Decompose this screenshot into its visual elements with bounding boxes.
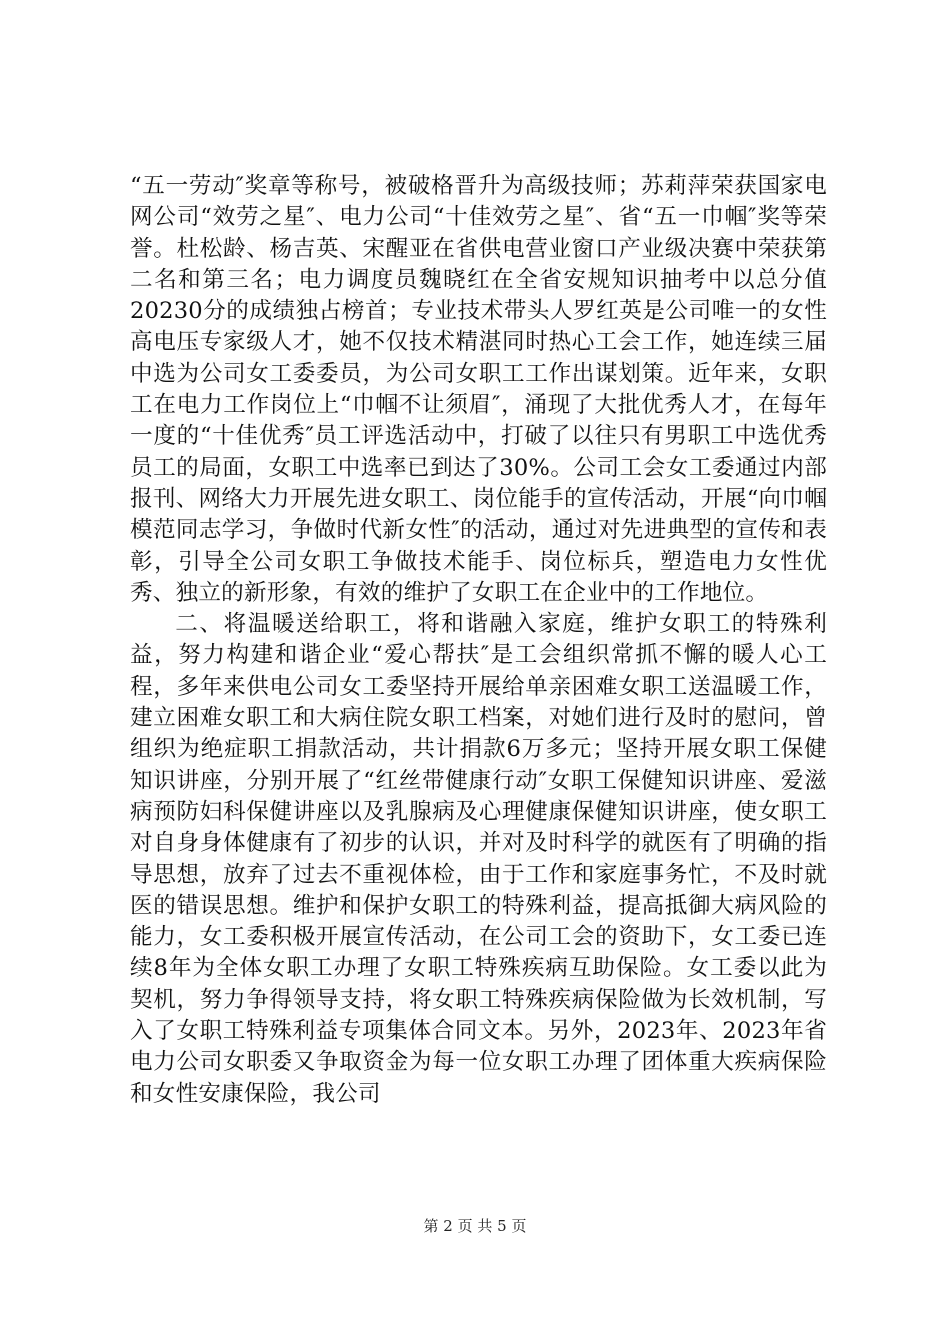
- page-footer: 第 2 页 共 5 页: [423, 1217, 527, 1235]
- body-text: [130, 171, 827, 1110]
- paragraph-section-two: 二、将温暖送给职工，将和谐融入家庭，维护女职工的特殊利益，努力构建和谐企业“爱心帮扶″是工会组织常抓不懈的暖人心工程，多年来供电公司女工委坚持开展给单亲困难女职工送温暖工作，建立困难女职工和大病住院女职工档案，对她们进行及时的慰问，曾组织为绝症职工捐款活动，共计捐款6万多元；坚持开展女职工保健知识讲座，分别开展了“红丝带健康行动″女职工保健知识讲座、爱滋病预防妇科保健讲座以及乳腺病及心理健康保健知识讲座，使女职工对自身身体健康有了初步的认识，并对及时科学的就医有了明确的指导思想，放弃了过去不重视体检，由于工作和家庭事务忙，不及时就医的错误思想。维护和保护女职工的特殊利益，提高抵御大病风险的能力，女工委积极开展宣传活动，在公司工会的资助下，女工委已连续8年为全体女职工办理了女职工特殊疾病互助保险。女工委以此为契机，努力争得领导支持，将女职工特殊疾病保险做为长效机制，写入了女职工特殊利益专项集体合同文本。另外，2023年、2023年省电力公司女职委又争取资金为每一位女职工办理了团体重大疾病保险和女性安康保险，我公司: [130, 611, 827, 1107]
- paragraph-awards: “五一劳动″奖章等称号，被破格晋升为高级技师；苏莉萍荣获国家电网公司“效劳之星″、电力公司“十佳效劳之星″、省“五一巾帼″奖等荣誉。杜松龄、杨吉英、宋醒亚在省供电营业窗口产业级决赛中荣获第二名和第三名；电力调度员魏晓红在全省安规知识抽考中以总分值20230分的成绩独占榜首；专业技术带头人罗红英是公司唯一的女性高电压专家级人才，她不仅技术精湛同时热心工会工作，她连续三届中选为公司女工委委员，为公司女职工工作出谋划策。近年来，女职工在电力工作岗位上“巾帼不让须眉″，涌现了大批优秀人才，在每年一度的“十佳优秀″员工评选活动中，打破了以往只有男职工中选优秀员工的局面，女职工中选率已到达了30%。公司工会女工委通过内部报刊、网络大力开展先进女职工、岗位能手的宣传活动，开展“向巾帼模范同志学习，争做时代新女性″的活动，通过对先进典型的宣传和表彰，引导全公司女职工争做技术能手、岗位标兵，塑造电力女性优秀、独立的新形象，有效的维护了女职工在企业中的工作地位。: [130, 173, 827, 606]
